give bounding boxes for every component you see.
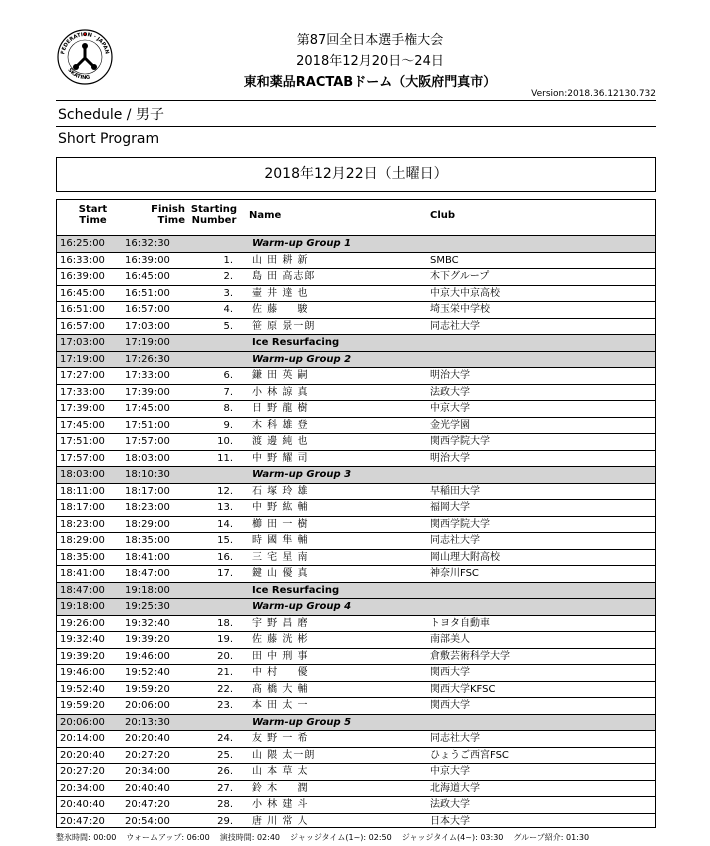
- table-row: [57, 499, 655, 516]
- table-row: [57, 433, 655, 450]
- starting-number: 13.: [217, 502, 233, 513]
- skater-name: 鎌 田 英 嗣: [252, 370, 309, 381]
- table-row: [57, 780, 655, 797]
- finish-time: 19:52:40: [125, 667, 170, 678]
- event-title: 第87回全日本選手権大会: [296, 33, 444, 48]
- skater-name: 中 村 優: [252, 667, 309, 678]
- finish-time: 20:27:20: [125, 749, 170, 761]
- finish-time: 18:41:00: [125, 551, 170, 563]
- start-time: 18:29:00: [60, 535, 105, 546]
- starting-number: 16.: [217, 551, 233, 563]
- skater-club: トヨタ自動車: [430, 617, 490, 629]
- skater-name: 木 科 雄 登: [252, 419, 309, 431]
- table-row: [57, 631, 655, 648]
- finish-time: 20:40:40: [125, 782, 170, 794]
- skater-club: 同志社大学: [430, 535, 480, 546]
- start-time: 18:47:00: [60, 584, 105, 596]
- start-time: 20:34:00: [60, 782, 105, 794]
- table-row: [57, 730, 655, 747]
- skater-club: 岡山理大附高校: [430, 551, 500, 563]
- finish-time: 17:39:00: [125, 386, 170, 398]
- start-time: 16:45:00: [60, 287, 105, 299]
- skater-name: 鍵 山 優 真: [252, 568, 309, 579]
- skater-name: 髙 橋 大 輔: [252, 683, 309, 695]
- finish-time: 16:51:00: [125, 287, 170, 299]
- event-label: Warm-up Group 3: [252, 469, 352, 480]
- skater-name: 小 林 諒 真: [252, 386, 309, 398]
- footer-timings: [56, 832, 599, 843]
- finish-time: 18:23:00: [125, 502, 170, 513]
- skater-name: 本 田 太 一: [252, 700, 309, 711]
- starting-number: 7.: [223, 386, 233, 398]
- start-time: 18:11:00: [60, 485, 105, 497]
- finish-time: 17:26:30: [125, 353, 170, 365]
- finish-time: 20:06:00: [125, 700, 170, 711]
- starting-number: 15.: [217, 535, 233, 546]
- finish-time: 17:33:00: [125, 370, 170, 381]
- skater-club: 明治大学: [430, 370, 470, 381]
- start-time: 17:03:00: [60, 337, 105, 348]
- finish-time: 16:32:30: [125, 238, 170, 249]
- skater-club: 南部美人: [430, 634, 470, 645]
- table-row: [57, 483, 655, 500]
- finish-time: 20:20:40: [125, 733, 170, 744]
- skater-name: 小 林 建 斗: [252, 799, 309, 810]
- event-row: [57, 714, 655, 731]
- table-row: [57, 747, 655, 764]
- table-row: [57, 615, 655, 632]
- finish-time: 16:39:00: [125, 254, 170, 266]
- start-time: 17:45:00: [60, 419, 105, 431]
- table-row: [57, 796, 655, 813]
- start-time: 16:39:00: [60, 271, 105, 282]
- start-time: 18:17:00: [60, 502, 105, 513]
- finish-time: 19:32:40: [125, 617, 170, 629]
- table-row: [57, 648, 655, 665]
- event-label: Warm-up Group 5: [252, 716, 352, 728]
- event-venue: 東和薬品RACTABドーム（大阪府門真市）: [243, 75, 497, 90]
- start-time: 20:20:40: [60, 749, 105, 761]
- finish-time: 18:03:00: [125, 452, 170, 464]
- start-time: 17:33:00: [60, 386, 105, 398]
- skater-name: 山 本 草 太: [252, 766, 309, 777]
- skater-name: 島 田 高志郎: [252, 271, 316, 282]
- skater-club: 法政大学: [430, 799, 470, 810]
- start-time: 20:06:00: [60, 716, 105, 728]
- start-time: 19:32:40: [60, 634, 105, 645]
- col-header-number: Starting Number: [190, 204, 238, 226]
- finish-time: 20:13:30: [125, 716, 170, 728]
- col-header-finish: Finish Time: [151, 204, 185, 226]
- skater-club: SMBC: [430, 254, 459, 266]
- start-time: 20:14:00: [60, 733, 105, 744]
- table-row: [57, 664, 655, 681]
- svg-text:SKATING: SKATING: [66, 67, 91, 82]
- col-header-name: Name: [249, 210, 282, 221]
- skater-club: 関西大学KFSC: [430, 683, 496, 695]
- footer-item: ジャッジタイム(4~): 03:30: [401, 833, 504, 842]
- skater-name: 山 隈 太一朗: [252, 749, 316, 761]
- starting-number: 3.: [223, 287, 233, 299]
- starting-number: 17.: [217, 568, 233, 579]
- starting-number: 1.: [223, 254, 233, 266]
- finish-time: 18:47:00: [125, 568, 170, 579]
- starting-number: 20.: [217, 650, 233, 662]
- skater-club: 金光学園: [430, 419, 470, 431]
- finish-time: 17:45:00: [125, 403, 170, 414]
- skater-name: 石 塚 玲 雄: [252, 485, 309, 497]
- starting-number: 6.: [223, 370, 233, 381]
- skater-club: 神奈川FSC: [430, 568, 479, 579]
- finish-time: 19:25:30: [125, 601, 170, 612]
- table-row: [57, 681, 655, 698]
- start-time: 17:57:00: [60, 452, 105, 464]
- table-row: [57, 450, 655, 467]
- starting-number: 25.: [217, 749, 233, 761]
- table-row: [57, 301, 655, 318]
- starting-number: 23.: [217, 700, 233, 711]
- table-row: [57, 813, 655, 830]
- starting-number: 22.: [217, 683, 233, 695]
- skater-name: 田 中 刑 事: [252, 650, 309, 662]
- skater-club: ひょうご西宮FSC: [430, 749, 509, 761]
- version-label: Version:2018.36.12130.732: [531, 89, 656, 99]
- table-row: [57, 763, 655, 780]
- skater-name: 壷 井 達 也: [252, 287, 309, 299]
- skater-name: 唐 川 常 人: [252, 815, 309, 827]
- footer-item: ジャッジタイム(1~): 02:50: [290, 833, 392, 842]
- event-row: [57, 598, 655, 615]
- table-row: [57, 400, 655, 417]
- finish-time: 17:57:00: [125, 436, 170, 447]
- start-time: 16:25:00: [60, 238, 105, 249]
- start-time: 16:57:00: [60, 320, 105, 332]
- finish-time: 16:45:00: [125, 271, 170, 282]
- starting-number: 19.: [217, 634, 233, 645]
- table-row: [57, 268, 655, 285]
- start-time: 16:33:00: [60, 254, 105, 266]
- footer-item: 整氷時間: 00:00: [56, 833, 117, 842]
- footer-item: グループ紹介: 01:30: [513, 833, 590, 842]
- starting-number: 8.: [223, 403, 233, 414]
- finish-time: 20:34:00: [125, 766, 170, 777]
- event-label: Ice Resurfacing: [252, 584, 340, 596]
- skater-club: 明治大学: [430, 452, 470, 464]
- footer-item: 演技時間: 02:40: [219, 833, 281, 842]
- finish-time: 18:35:00: [125, 535, 170, 546]
- start-time: 19:18:00: [60, 601, 105, 612]
- start-time: 19:52:40: [60, 683, 105, 695]
- table-row: [57, 367, 655, 384]
- date-banner: 2018年12月22日（土曜日）: [56, 157, 656, 192]
- finish-time: 20:54:00: [125, 815, 170, 827]
- start-time: 16:51:00: [60, 304, 105, 315]
- skater-name: 山 田 耕 新: [252, 254, 309, 266]
- finish-time: 19:18:00: [125, 584, 170, 596]
- skater-name: 日 野 龍 樹: [252, 403, 309, 414]
- table-row: [57, 417, 655, 434]
- start-time: 20:40:40: [60, 799, 105, 810]
- starting-number: 28.: [217, 799, 233, 810]
- start-time: 18:41:00: [60, 568, 105, 579]
- table-row: [57, 384, 655, 401]
- start-time: 19:46:00: [60, 667, 105, 678]
- table-row: [57, 532, 655, 549]
- skater-name: 渡 邊 純 也: [252, 436, 309, 447]
- event-row: [57, 351, 655, 368]
- table-row: [57, 285, 655, 302]
- skater-name: 時 國 隼 輔: [252, 535, 309, 546]
- skater-name: 友 野 一 希: [252, 733, 309, 744]
- table-row: [57, 697, 655, 714]
- col-header-club: Club: [430, 210, 456, 221]
- start-time: 20:47:20: [60, 815, 105, 827]
- skater-club: 中京大学: [430, 766, 470, 777]
- skater-club: 関西大学: [430, 667, 470, 678]
- finish-time: 17:51:00: [125, 419, 170, 431]
- start-time: 19:39:20: [60, 650, 105, 662]
- finish-time: 16:57:00: [125, 304, 170, 315]
- skater-club: 関西学院大学: [430, 436, 490, 447]
- event-dates: 2018年12月20日～24日: [296, 54, 444, 69]
- skater-name: 櫛 田 一 樹: [252, 518, 309, 530]
- skater-club: 埼玉栄中学校: [430, 304, 490, 315]
- start-time: 20:27:20: [60, 766, 105, 777]
- schedule-title: Schedule / 男子: [58, 107, 164, 123]
- skater-club: 倉敷芸術科学大学: [430, 650, 510, 662]
- starting-number: 9.: [223, 419, 233, 431]
- finish-time: 19:39:20: [125, 634, 170, 645]
- event-row: [57, 582, 655, 599]
- schedule-table: [56, 199, 656, 828]
- finish-time: 17:03:00: [125, 320, 170, 332]
- start-time: 17:51:00: [60, 436, 105, 447]
- skater-club: 中京大中京高校: [430, 287, 500, 299]
- skater-club: 同志社大学: [430, 733, 480, 744]
- starting-number: 10.: [217, 436, 233, 447]
- event-row: [57, 334, 655, 351]
- table-row: [57, 565, 655, 582]
- skating-federation-logo: [56, 28, 114, 86]
- skater-name: 宇 野 昌 磨: [252, 617, 309, 629]
- skater-club: 同志社大学: [430, 320, 480, 332]
- start-time: 18:23:00: [60, 518, 105, 530]
- starting-number: 2.: [223, 271, 233, 282]
- starting-number: 27.: [217, 782, 233, 794]
- skater-club: 中京大学: [430, 403, 470, 414]
- finish-time: 20:47:20: [125, 799, 170, 810]
- starting-number: 18.: [217, 617, 233, 629]
- skater-club: 北海道大学: [430, 782, 480, 794]
- skater-club: 木下グループ: [430, 271, 490, 282]
- event-row: [57, 235, 655, 252]
- starting-number: 12.: [217, 485, 233, 497]
- finish-time: 19:46:00: [125, 650, 170, 662]
- starting-number: 4.: [223, 304, 233, 315]
- skater-club: 関西大学: [430, 700, 470, 711]
- skater-club: 関西学院大学: [430, 518, 490, 530]
- start-time: 17:19:00: [60, 353, 105, 365]
- skater-name: 中 野 耀 司: [252, 452, 309, 464]
- segment-title: Short Program: [58, 131, 160, 147]
- start-time: 18:35:00: [60, 551, 105, 563]
- skater-name: 鈴 木 潤: [252, 782, 309, 794]
- skater-name: 中 野 紘 輔: [252, 502, 309, 513]
- svg-text:FEDERATION · JAPAN: FEDERATION · JAPAN: [60, 31, 110, 55]
- skater-name: 佐 藤 洸 彬: [252, 634, 309, 645]
- start-time: 19:59:20: [60, 700, 105, 711]
- divider: [56, 100, 656, 101]
- table-row: [57, 516, 655, 533]
- starting-number: 26.: [217, 766, 233, 777]
- skater-name: 佐 藤 駿: [252, 304, 309, 315]
- table-row: [57, 318, 655, 335]
- skater-name: 笹 原 景一朗: [252, 320, 316, 332]
- starting-number: 21.: [217, 667, 233, 678]
- starting-number: 5.: [223, 320, 233, 332]
- table-row: [57, 549, 655, 566]
- col-header-start: Start Time: [78, 204, 108, 226]
- skater-club: 日本大学: [430, 815, 470, 827]
- event-row: [57, 466, 655, 483]
- event-label: Warm-up Group 2: [252, 353, 352, 365]
- footer-item: ウォームアップ: 06:00: [126, 833, 210, 842]
- start-time: 17:39:00: [60, 403, 105, 414]
- finish-time: 18:10:30: [125, 469, 170, 480]
- skater-name: 三 宅 星 南: [252, 551, 309, 563]
- table-row: [57, 252, 655, 269]
- finish-time: 18:17:00: [125, 485, 170, 497]
- page-header: [200, 30, 540, 93]
- starting-number: 14.: [217, 518, 233, 530]
- skater-club: 早稲田大学: [430, 485, 480, 497]
- event-label: Warm-up Group 4: [252, 601, 352, 612]
- finish-time: 17:19:00: [125, 337, 170, 348]
- starting-number: 24.: [217, 733, 233, 744]
- event-label: Ice Resurfacing: [252, 337, 340, 348]
- skater-club: 福岡大学: [430, 502, 470, 513]
- finish-time: 19:59:20: [125, 683, 170, 695]
- starting-number: 29.: [217, 815, 233, 827]
- divider: [56, 126, 656, 127]
- skater-club: 法政大学: [430, 386, 470, 398]
- start-time: 17:27:00: [60, 370, 105, 381]
- start-time: 19:26:00: [60, 617, 105, 629]
- event-label: Warm-up Group 1: [252, 238, 352, 249]
- starting-number: 11.: [217, 452, 233, 464]
- finish-time: 18:29:00: [125, 518, 170, 530]
- start-time: 18:03:00: [60, 469, 105, 480]
